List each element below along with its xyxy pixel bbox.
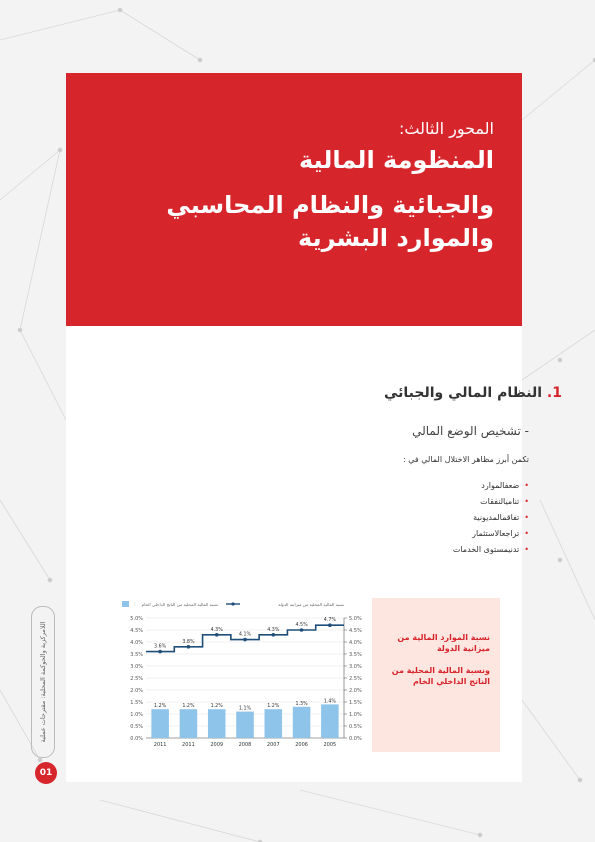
y-tick-label-left: 2.0% bbox=[130, 688, 143, 694]
legend-label-line: نسبة المالية المحلية من ميزانية الدولة bbox=[278, 602, 344, 607]
bar bbox=[265, 709, 283, 738]
finance-chart bbox=[118, 598, 372, 752]
y-tick-label-left: 2.5% bbox=[130, 676, 143, 682]
y-tick-label-right: 1.5% bbox=[349, 700, 362, 706]
bar-value-label: 1.2% bbox=[154, 704, 167, 710]
chapter-title-line-2: والجبائية والنظام المحاسبي bbox=[166, 191, 494, 219]
y-tick-label-left: 1.0% bbox=[130, 712, 143, 718]
list-item bbox=[453, 510, 529, 526]
y-tick-label-left: 0.0% bbox=[130, 736, 143, 742]
list-item bbox=[453, 542, 529, 558]
y-tick-label-right: 2.5% bbox=[349, 676, 362, 682]
list-item-text: ضعفالموارد bbox=[481, 481, 520, 490]
line-point bbox=[328, 623, 332, 627]
y-tick-label-left: 4.0% bbox=[130, 640, 143, 646]
chapter-title-line-3: والموارد البشرية bbox=[298, 224, 494, 252]
bar bbox=[208, 709, 226, 738]
line-value-label: 3.8% bbox=[182, 639, 195, 645]
section-number: 1. bbox=[546, 385, 562, 401]
line-point bbox=[243, 638, 247, 642]
bar-value-label: 1.2% bbox=[267, 704, 280, 710]
list-item-text: تراجعالاستثمار bbox=[472, 529, 520, 538]
legend-swatch-point bbox=[231, 602, 234, 605]
bullet-icon: • bbox=[524, 513, 529, 522]
bullet-icon: • bbox=[524, 529, 529, 538]
chart-callout bbox=[372, 598, 500, 752]
x-tick-label: 2011 bbox=[153, 742, 167, 748]
list-item-text: تفاقمالمديونية bbox=[473, 513, 520, 522]
y-tick-label-left: 3.5% bbox=[130, 652, 143, 658]
y-tick-label-right: 3.0% bbox=[349, 664, 362, 670]
bullet-icon: • bbox=[524, 545, 529, 554]
y-tick-label-left: 0.5% bbox=[130, 724, 143, 730]
bullet-icon: • bbox=[524, 481, 529, 490]
y-tick-label-left: 4.5% bbox=[130, 628, 143, 634]
x-tick-label: 2005 bbox=[323, 742, 337, 748]
y-tick-label-left: 5.0% bbox=[130, 616, 143, 622]
bar-value-label: 1.2% bbox=[210, 704, 223, 710]
y-tick-label-right: 0.0% bbox=[349, 736, 362, 742]
bullet-icon: • bbox=[524, 497, 529, 506]
line-value-label: 4.3% bbox=[210, 627, 223, 633]
y-tick-label-right: 3.5% bbox=[349, 652, 362, 658]
line-value-label: 4.1% bbox=[238, 632, 252, 638]
list-item bbox=[453, 494, 529, 510]
bar bbox=[321, 704, 339, 738]
subsection-heading: - تشخيص الوضع المالي bbox=[412, 424, 529, 438]
y-tick-label-right: 5.0% bbox=[349, 616, 362, 622]
section-title bbox=[384, 385, 562, 401]
line-value-label: 4.7% bbox=[323, 618, 336, 624]
bar-value-label: 1.2% bbox=[182, 704, 195, 710]
bar bbox=[151, 709, 169, 738]
y-tick-label-left: 3.0% bbox=[130, 664, 143, 670]
line-point bbox=[300, 628, 304, 632]
y-tick-label-right: 1.0% bbox=[349, 712, 362, 718]
line-point bbox=[187, 645, 191, 649]
line-point bbox=[215, 633, 219, 637]
y-tick-label-right: 4.0% bbox=[349, 640, 362, 646]
y-tick-label-right: 4.5% bbox=[349, 628, 362, 634]
x-tick-label: 2008 bbox=[238, 742, 252, 748]
bar-value-label: 1.3% bbox=[295, 701, 308, 707]
section-title-text: النظام المالي والجبائي bbox=[384, 385, 547, 401]
chapter-header bbox=[66, 73, 522, 326]
chapter-title-line-1: المنظومة المالية bbox=[298, 146, 494, 174]
side-tab-text: اللامركزية والحوكمة المحلية: مقترحات عملية bbox=[39, 621, 47, 743]
list-item-text: تدنيمستوى الخدمات bbox=[452, 545, 520, 554]
list-item bbox=[453, 526, 529, 542]
line-value-label: 4.5% bbox=[295, 623, 308, 628]
y-tick-label-right: 2.0% bbox=[349, 688, 362, 694]
legend-label-bar: نسبة المالية المحلية من الناتج الداخلي الخام bbox=[141, 602, 218, 607]
line-value-label: 4.3% bbox=[267, 627, 280, 633]
callout-line-1: نسبة الموارد المالية من ميزانية الدولة bbox=[397, 633, 490, 653]
callout-line-2: ونسبة المالية المحلية من الناتج الداخلي الخام bbox=[391, 666, 490, 686]
page-number: 01 bbox=[35, 762, 57, 784]
line-point bbox=[158, 650, 162, 654]
x-tick-label: 2009 bbox=[210, 742, 224, 748]
side-tab bbox=[31, 606, 55, 758]
bar bbox=[236, 712, 254, 738]
line-point bbox=[271, 633, 275, 637]
bar-value-label: 1.4% bbox=[323, 699, 336, 705]
bar bbox=[293, 707, 311, 738]
list-item-text: تناميالنفقات bbox=[480, 497, 520, 506]
y-tick-label-right: 0.5% bbox=[349, 724, 362, 730]
legend-swatch-bar bbox=[122, 601, 129, 607]
chapter-eyebrow: المحور الثالث: bbox=[399, 119, 494, 138]
x-tick-label: 2006 bbox=[295, 742, 308, 748]
y-tick-label-left: 1.5% bbox=[130, 700, 143, 706]
bar bbox=[180, 709, 198, 738]
x-tick-label: 2007 bbox=[266, 742, 280, 748]
bar-value-label: 1.1% bbox=[238, 706, 252, 712]
issues-list bbox=[453, 478, 529, 558]
list-item bbox=[453, 478, 529, 494]
line-value-label: 3.6% bbox=[154, 644, 167, 650]
intro-text: تكمن أبرز مظاهر الاختلال المالي في : bbox=[402, 455, 529, 464]
x-tick-label: 2011 bbox=[182, 742, 195, 748]
